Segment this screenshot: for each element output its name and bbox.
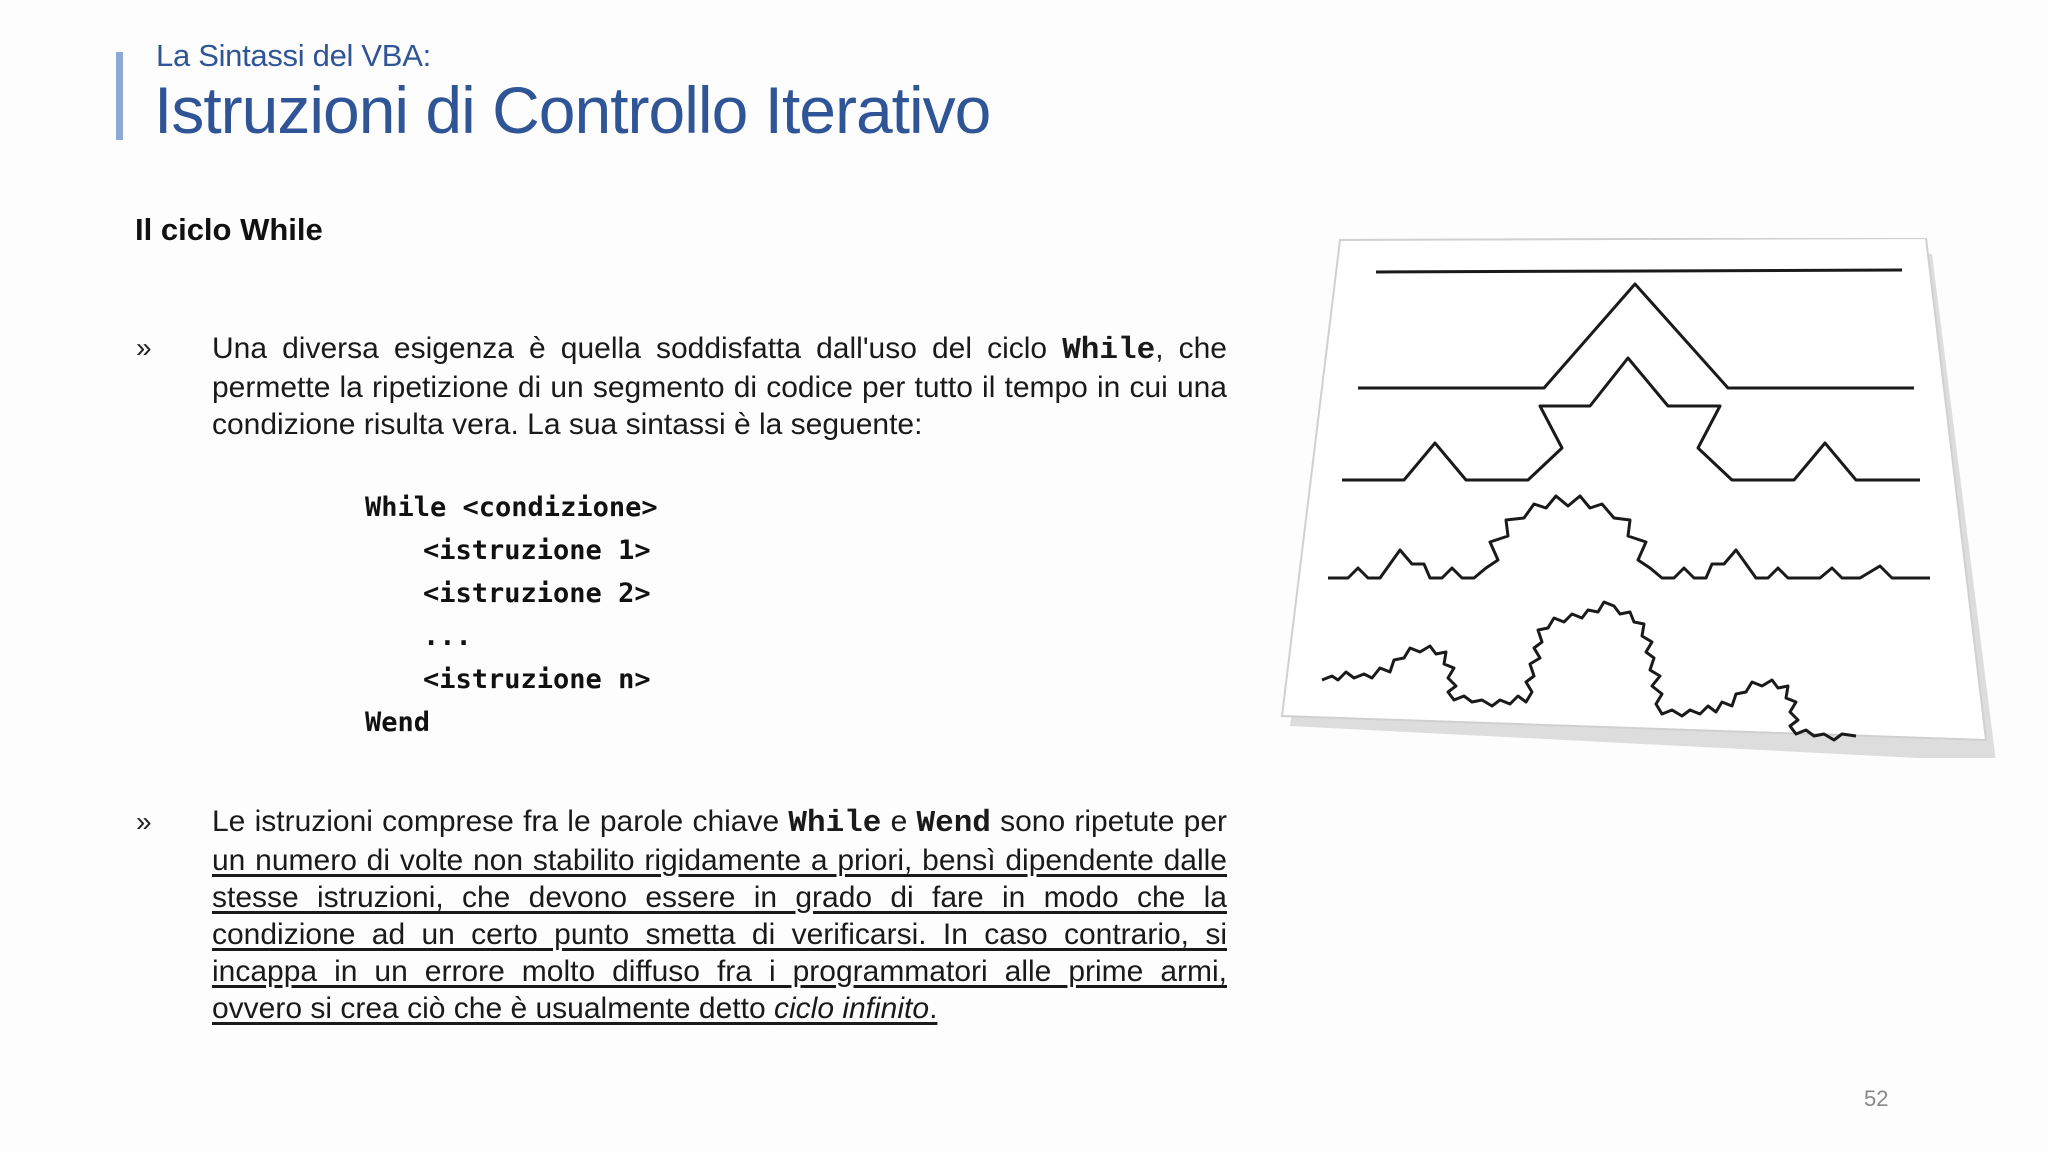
underlined-text: un numero di volte non stabilito rigidamente a priori, bensì dipendente dalle stesse istruzioni, che devono essere in grado di fare in modo che la condizione ad un certo punto smetta di verificarsi. In caso contrario, si incappa in un errore molto diffuso fra i programmatori alle prime armi, ovvero si crea ciò che è usualmente detto <box>212 844 1227 1025</box>
code-line: Wend <box>365 707 431 738</box>
koch-level-0 <box>1376 270 1902 272</box>
page-number: 52 <box>1864 1086 1889 1111</box>
paragraph-explanation: Le istruzioni comprese fra le parole chiave While e Wend sono ripetute per un numero di volte non stabilito rigidamente a priori, bensì dipendente dalle stesse istruzioni, che devono essere in grado di fare in modo che la condizione ad un certo punto smetta di verificarsi. In caso contrario, si incappa in un errore molto diffuso fra i programmatori alle prime armi, ovvero si crea ciò che è usualmente detto ciclo infinito. <box>212 805 1228 1025</box>
keyword-wend: Wend <box>916 806 991 841</box>
code-line: ... <box>423 621 472 652</box>
code-line: <istruzione 2> <box>423 578 651 609</box>
code-block <box>365 486 658 744</box>
code-line: <istruzione 1> <box>423 535 651 566</box>
section-heading: Il ciclo While <box>135 212 323 247</box>
italic-term: ciclo infinito <box>773 992 930 1025</box>
figure-paper <box>1282 238 1986 740</box>
slide-subtitle: La Sintassi del VBA: <box>156 38 431 73</box>
bullet-marker: » <box>136 806 152 837</box>
paragraph-intro: Una diversa esigenza è quella soddisfatta dall'uso del ciclo While, che permette la ripetizione di un segmento di codice per tutto il tempo in cui una condizione risulta vera. La sua sintassi è la seguente: <box>212 332 1227 441</box>
bullet-marker: » <box>136 332 152 363</box>
koch-curve-illustration <box>1280 238 2010 758</box>
keyword-while: While <box>788 806 882 841</box>
slide-title: Istruzioni di Controllo Iterativo <box>154 73 991 147</box>
title-accent-bar <box>116 52 123 140</box>
keyword-while: While <box>1062 333 1156 368</box>
code-line: While <condizione> <box>365 492 658 523</box>
code-line: <istruzione n> <box>423 664 651 695</box>
